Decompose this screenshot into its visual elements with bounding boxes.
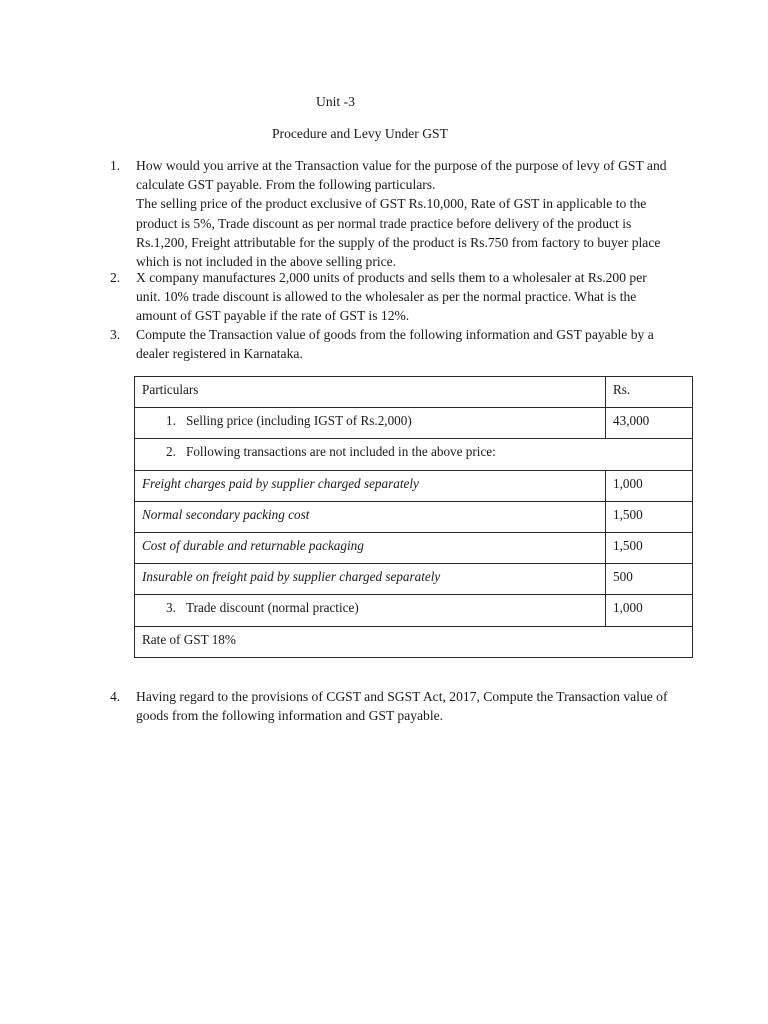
table-row [135,501,693,532]
table-row [135,595,693,626]
question-line: goods from the following information and GST payable. [136,708,444,724]
question-line: product is 5%, Trade discount as per normal trade practice before delivery of the product is [136,215,632,231]
table-cell-amount: 43,000 [606,408,693,439]
question-1 [110,156,700,271]
question-number: 2. [110,270,121,285]
table-cell-amount: 1,000 [606,595,693,626]
question-4 [110,687,700,725]
table-header-amount: Rs. [606,377,693,408]
table-cell-label: Cost of durable and returnable packaging [135,532,606,563]
item-label: Trade discount (normal practice) [186,600,359,616]
question-number: 4. [110,689,121,704]
particulars-table [134,376,693,658]
section-title: Procedure and Levy Under GST [272,126,448,141]
table-cell-label [135,595,606,626]
question-line: which is not included in the above selling price. [136,254,397,270]
table-row [135,439,693,470]
table-cell-amount: 500 [606,564,693,595]
numbered-item [166,443,496,460]
question-body [136,156,700,271]
unit-title: Unit -3 [316,94,355,109]
question-line: unit. 10% trade discount is allowed to the wholesaler as per the normal practice. What is the [136,289,637,305]
question-line: Having regard to the provisions of CGST and SGST Act, 2017, Compute the Transaction value of [136,689,668,704]
table-cell-label [135,439,693,470]
item-number: 2. [166,444,176,460]
question-line: How would you arrive at the Transaction value for the purpose of the purpose of levy of GST and [136,158,667,173]
item-number: 3. [166,600,176,616]
question-body [136,268,700,326]
question-line: calculate GST payable. From the following particulars. [136,177,436,193]
question-line: dealer registered in Karnataka. [136,346,303,362]
question-body [136,325,700,363]
table-row [135,408,693,439]
question-2 [110,268,700,326]
table-row [135,564,693,595]
table-header-particulars: Particulars [135,377,606,408]
item-label: Following transactions are not included in the above price: [186,444,496,460]
table-cell-amount: 1,500 [606,501,693,532]
table-cell-label [135,408,606,439]
question-line: amount of GST payable if the rate of GST is 12%. [136,308,410,324]
question-number: 3. [110,327,121,342]
numbered-item [166,412,412,429]
table-cell-amount: 1,500 [606,532,693,563]
table-cell-label: Normal secondary packing cost [135,501,606,532]
table-header-row [135,377,693,408]
table-row [135,626,693,657]
question-number: 1. [110,158,121,173]
question-3 [110,325,700,363]
table-cell-label: Rate of GST 18% [135,626,693,657]
question-line: Rs.1,200, Freight attributable for the supply of the product is Rs.750 from factory to buyer place [136,234,661,250]
table-cell-label: Freight charges paid by supplier charged separately [135,470,606,501]
question-line: Compute the Transaction value of goods from the following information and GST payable by a [136,327,654,342]
question-body [136,687,700,725]
item-label: Selling price (including IGST of Rs.2,000) [186,413,412,429]
question-line: X company manufactures 2,000 units of products and sells them to a wholesaler at Rs.200 per [136,270,647,285]
table-cell-label: Insurable on freight paid by supplier charged separately [135,564,606,595]
table-row [135,532,693,563]
numbered-item [166,599,359,616]
table-row [135,470,693,501]
question-line: The selling price of the product exclusive of GST Rs.10,000, Rate of GST in applicable to the [136,196,647,212]
item-number: 1. [166,413,176,429]
table-cell-amount: 1,000 [606,470,693,501]
